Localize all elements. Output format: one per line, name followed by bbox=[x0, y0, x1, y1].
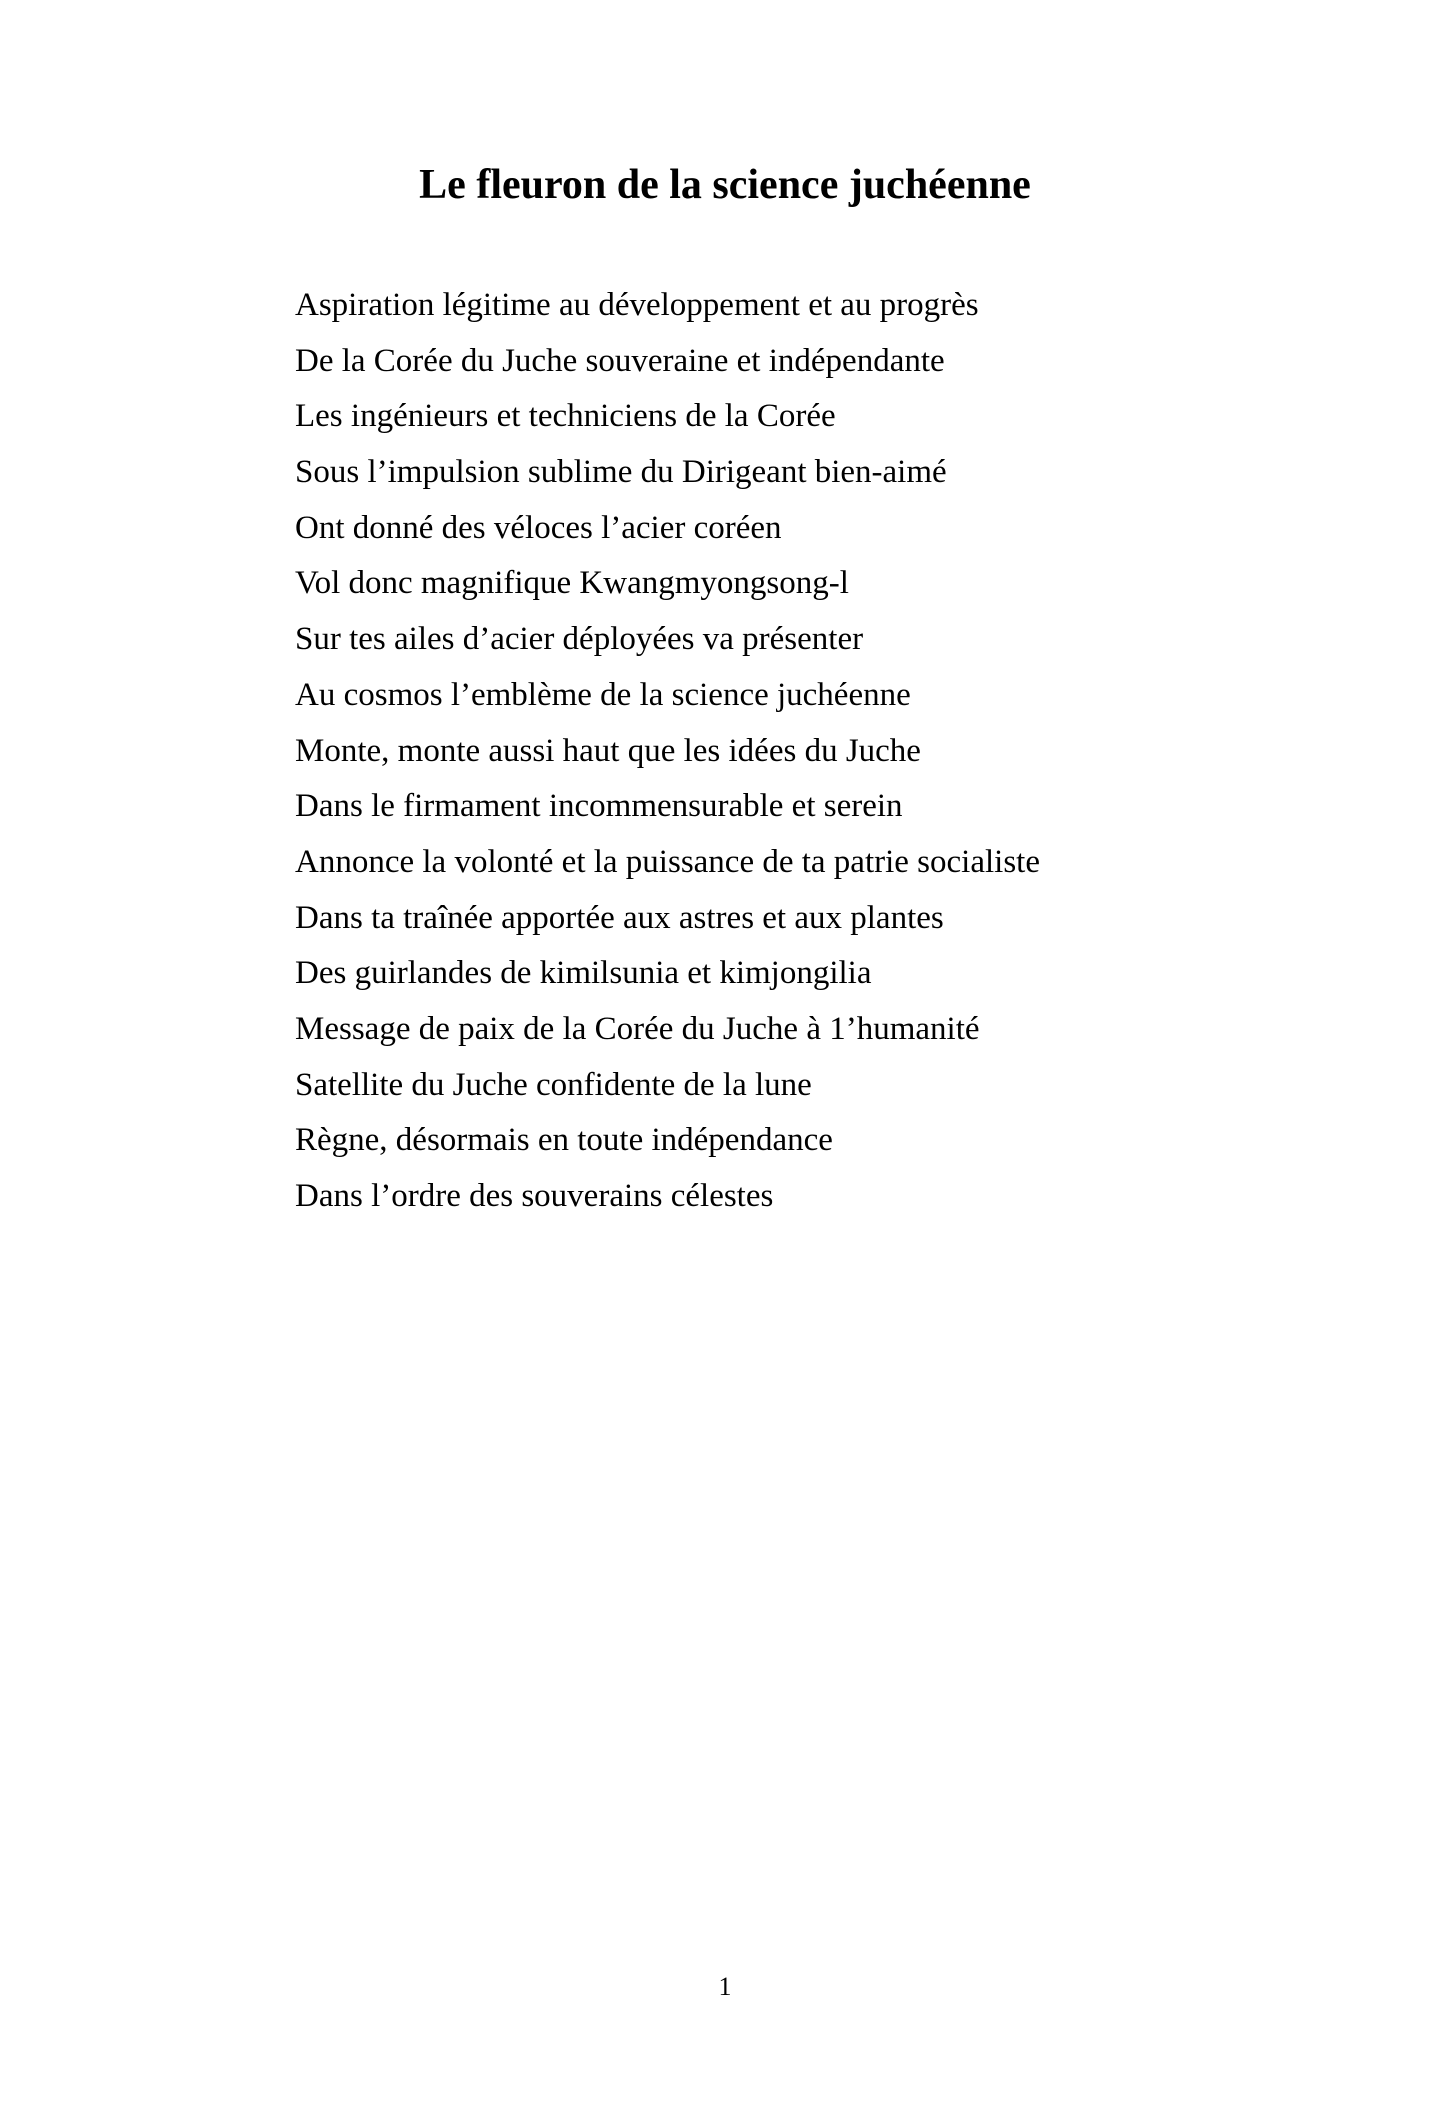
poem-line: Monte, monte aussi haut que les idées du Juche bbox=[295, 732, 921, 769]
poem-title: Le fleuron de la science juchéenne bbox=[419, 162, 1031, 208]
poem-line: Les ingénieurs et techniciens de la Corée bbox=[295, 398, 836, 435]
poem-line: Sur tes ailes d’acier déployées va présenter bbox=[295, 621, 864, 658]
poem-line: Dans le firmament incommensurable et serein bbox=[295, 788, 903, 825]
poem-line: Règne, désormais en toute indépendance bbox=[295, 1122, 833, 1159]
poem-line: Dans l’ordre des souverains célestes bbox=[295, 1178, 774, 1214]
poem-line: Dans ta traînée apportée aux astres et aux plantes bbox=[295, 899, 944, 936]
poem-line: Des guirlandes de kimilsunia et kimjongilia bbox=[295, 955, 872, 992]
poem-line: De la Corée du Juche souveraine et indépendante bbox=[295, 342, 945, 379]
poem-line: Message de paix de la Corée du Juche à 1’humanité bbox=[295, 1010, 980, 1047]
poem-line: Sous l’impulsion sublime du Dirigeant bien-aimé bbox=[295, 454, 947, 491]
poem-line: Vol donc magnifique Kwangmyongsong-l bbox=[295, 565, 849, 602]
poem-line: Annonce la volonté et la puissance de ta patrie socialiste bbox=[295, 843, 1040, 880]
poem-line: Au cosmos l’emblème de la science juchéenne bbox=[295, 676, 911, 713]
poem-line: Ont donné des véloces l’acier coréen bbox=[295, 509, 782, 546]
poem-body bbox=[295, 278, 1295, 1225]
poem-line: Satellite du Juche confidente de la lune bbox=[295, 1066, 812, 1103]
page-number: 1 bbox=[718, 1972, 732, 2001]
poem-line: Aspiration légitime au développement et au progrès bbox=[295, 287, 979, 323]
